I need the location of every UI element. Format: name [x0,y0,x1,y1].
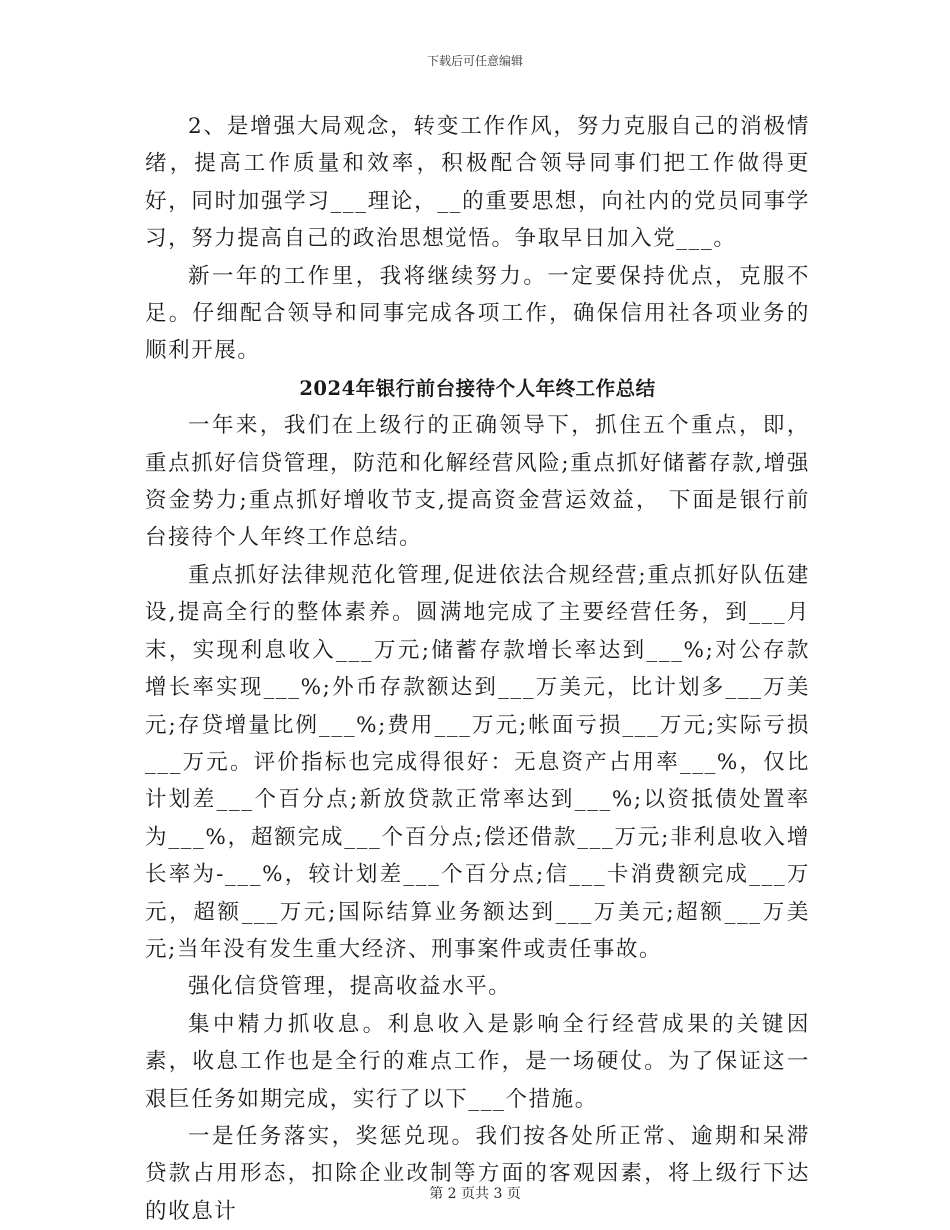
paragraph-7: 一是任务落实，奖惩兑现。我们按各处所正常、逾期和呆滞贷款占用形态，扣除企业改制等方面的客观因素，将上级行下达的收息计 [145,1123,810,1224]
paragraph-6: 集中精力抓收息。利息收入是影响全行经营成果的关键因素，收息工作也是全行的难点工作，是一场硬仗。为了保证这一艰巨任务如期完成，实行了以下___个措施。 [145,1011,810,1112]
document-body [145,108,810,1230]
page-footer: 第 2 页共 3 页 [429,1186,521,1202]
paragraph-1: 2、是增强大局观念，转变工作作风，努力克服自己的消极情绪，提高工作质量和效率，积极配合领导同事们把工作做得更好，同时加强学习___理论，__的重要思想，向社内的党员同事学习，努力提高自己的政治思想觉悟。争取早日加入党___。 [145,114,810,252]
paragraph-2: 新一年的工作里，我将继续努力。一定要保持优点，克服不足。仔细配合领导和同事完成各项工作，确保信用社各项业务的顺利开展。 [145,263,810,364]
paragraph-4: 重点抓好法律规范化管理,促进依法合规经营;重点抓好队伍建设,提高全行的整体素养。圆满地完成了主要经营任务，到___月末，实现利息收入___万元;储蓄存款增长率达到___%;对公存款增长率实现___%;外币存款额达到___万美元，比计划多___万美元;存贷增量比例___%;费用___万元;帐面亏损___万元;实际亏损___万元。评价指标也完成得很好：无息资产占用率___%，仅比计划差___个百分点;新放贷款正常率达到___%;以资抵债处置率为___%，超额完成___个百分点;偿还借款___万元;非利息收入增长率为-___%，较计划差___个百分点;信___卡消费额完成___万元，超额___万元;国际结算业务额达到___万美元;超额___万美元;当年没有发生重大经济、刑事案件或责任事故。 [145,562,810,962]
section-title: 2024年银行前台接待个人年终工作总结 [299,376,656,400]
paragraph-3: 一年来，我们在上级行的正确领导下，抓住五个重点，即，重点抓好信贷管理，防范和化解经营风险;重点抓好储蓄存款,增强资金势力;重点抓好增收节支,提高资金营运效益， 下面是银行前台接待个人年终工作总结。 [145,413,810,551]
page-header: 下载后可任意编辑 [426,54,523,68]
paragraph-5: 强化信贷管理，提高收益水平。 [188,974,512,1000]
